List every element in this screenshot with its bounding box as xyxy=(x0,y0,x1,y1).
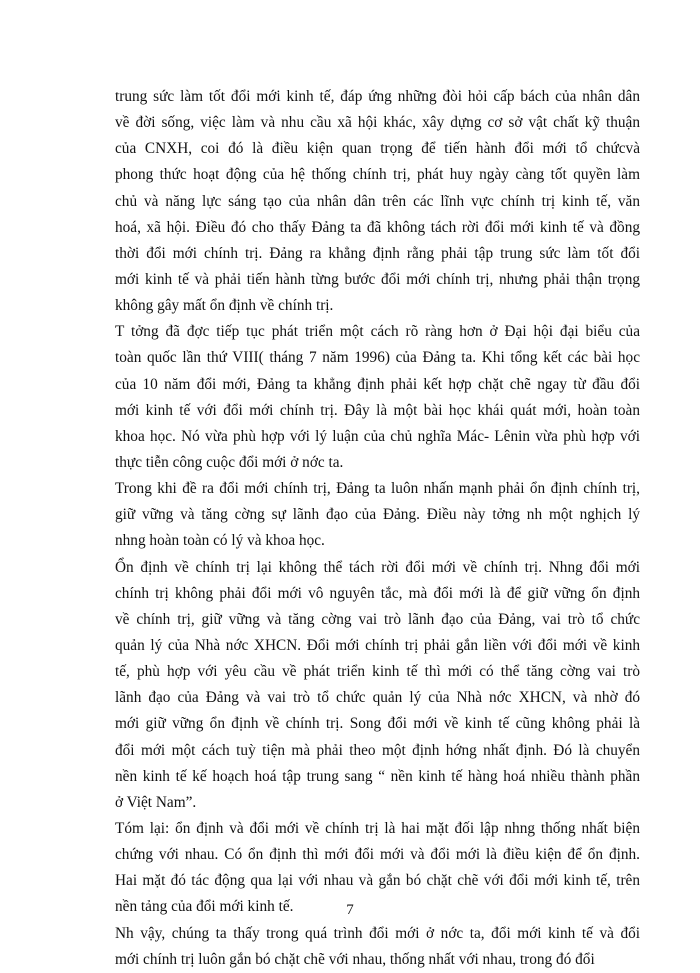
text-line: mới chính trị luôn gắn bó chặt chẽ với nhau, thống nhất với nhau, trong đó đổi xyxy=(115,950,595,968)
text-line: toàn quốc lần thứ VIII( tháng 7 năm 1996) của Đảng ta. Khi tổng kết các bài học xyxy=(115,349,640,367)
text-line: đổi mới một cách tuỳ tiện mà phải theo một định hớng nhất định. Đó là chuyển xyxy=(115,741,640,759)
text-line: ở Việt Nam”. xyxy=(115,793,197,811)
text-line: tế, phù hợp với yêu cầu về phát triển kinh tế thì mới có thể tăng cờng vai trò xyxy=(115,663,640,681)
paragraph xyxy=(115,319,640,476)
text-line: thực tiễn công cuộc đổi mới ở nớc ta. xyxy=(115,453,344,471)
text-line: nền tảng của đổi mới kinh tế. xyxy=(115,898,294,916)
text-line: trung sức làm tốt đổi mới kinh tế, đáp ứng những đòi hỏi cấp bách của nhân dân xyxy=(115,88,640,105)
text-line: quản lý của Nhà nớc XHCN. Đổi mới chính trị phải gắn liền với đổi mới về kinh xyxy=(115,636,640,654)
paragraph xyxy=(115,476,640,554)
text-line: nhng hoàn toàn có lý và khoa học. xyxy=(115,532,325,550)
text-line: Trong khi đề ra đổi mới chính trị, Đảng ta luôn nhấn mạnh phải ổn định chính trị, xyxy=(115,480,640,498)
paragraph xyxy=(115,84,640,319)
body-text xyxy=(115,84,640,973)
text-line: của CNXH, coi đó là điều kiện quan trọng để tiến hành đổi mới tổ chứcvà xyxy=(115,140,640,158)
text-line: nền kinh tế kế hoạch hoá tập trung sang “ nền kinh tế hàng hoá nhiều thành phần xyxy=(115,767,640,785)
text-line: Tóm lại: ổn định và đổi mới về chính trị là hai mặt đối lập nhng thống nhất biện xyxy=(115,819,640,837)
text-line: về đời sống, việc làm và nhu cầu xã hội khác, xây dựng cơ sở vật chất kỹ thuận xyxy=(115,114,640,132)
text-line: chủ và năng lực sáng tạo của nhân dân trên các lĩnh vực chính trị kinh tế, văn xyxy=(115,192,640,210)
page-number: 7 xyxy=(346,902,354,918)
text-line: chứng với nhau. Có ổn định thì mới đổi mới và đổi mới là điều kiện để ổn định. xyxy=(115,846,640,864)
text-line: phong thức hoạt động của hệ thống chính trị, phát huy ngày càng tốt quyền làm xyxy=(115,166,640,184)
text-line: T tởng đã đợc tiếp tục phát triển một cách rõ ràng hơn ở Đại hội đại biểu của xyxy=(115,323,640,341)
text-line: mới kinh tế với đổi mới chính trị. Đây là một bài học khái quát mới, hoàn toàn xyxy=(115,401,640,419)
text-line: mới giữ vững ổn định về chính trị. Song đổi mới về kinh tế cũng không phải là xyxy=(115,715,640,733)
text-line: về chính trị, giữ vững và tăng cờng vai trò lãnh đạo của Đảng, vai trò tổ chức xyxy=(115,610,640,628)
text-line: của 10 năm đổi mới, Đảng ta khẳng định phải kết hợp chặt chẽ ngay từ đầu đổi xyxy=(115,375,640,393)
text-line: không gây mất ổn định về chính trị. xyxy=(115,297,334,315)
text-line: Ổn định về chính trị lại không thể tách rời đổi mới về chính trị. Nhng đổi mới xyxy=(115,558,640,576)
text-line: mới kinh tế và phải tiến hành từng bước đổi mới chính trị, nhưng phải thận trọng xyxy=(115,270,640,288)
text-line: lãnh đạo của Đảng và vai trò tổ chức quản lý của Nhà nớc XHCN, và nhờ đó xyxy=(115,689,640,707)
paragraph xyxy=(115,555,640,816)
text-line: hoá, xã hội. Điều đó cho thấy Đảng ta đã không tách rời đổi mới kinh tế và đồng xyxy=(115,218,640,236)
text-line: chính trị không phải đổi mới vô nguyên tắc, mà đổi mới là để giữ vững ổn định xyxy=(115,584,640,602)
text-line: thời đổi mới chính trị. Đảng ra khẳng định rằng phải tập trung sức làm tốt đổi xyxy=(115,244,640,262)
paragraph xyxy=(115,921,640,973)
text-line: Hai mặt đó tác động qua lại với nhau và gắn bó chặt chẽ với đổi mới kinh tế, trên xyxy=(115,872,640,890)
text-line: khoa học. Nó vừa phù hợp với lý luận của chủ nghĩa Mác- Lênin vừa phù hợp với xyxy=(115,427,640,445)
text-line: Nh vậy, chúng ta thấy trong quá trình đổi mới ở nớc ta, đổi mới kinh tế và đổi xyxy=(115,924,640,942)
text-line: giữ vững và tăng cờng sự lãnh đạo của Đảng. Điều này tởng nh một nghịch lý xyxy=(115,506,640,524)
